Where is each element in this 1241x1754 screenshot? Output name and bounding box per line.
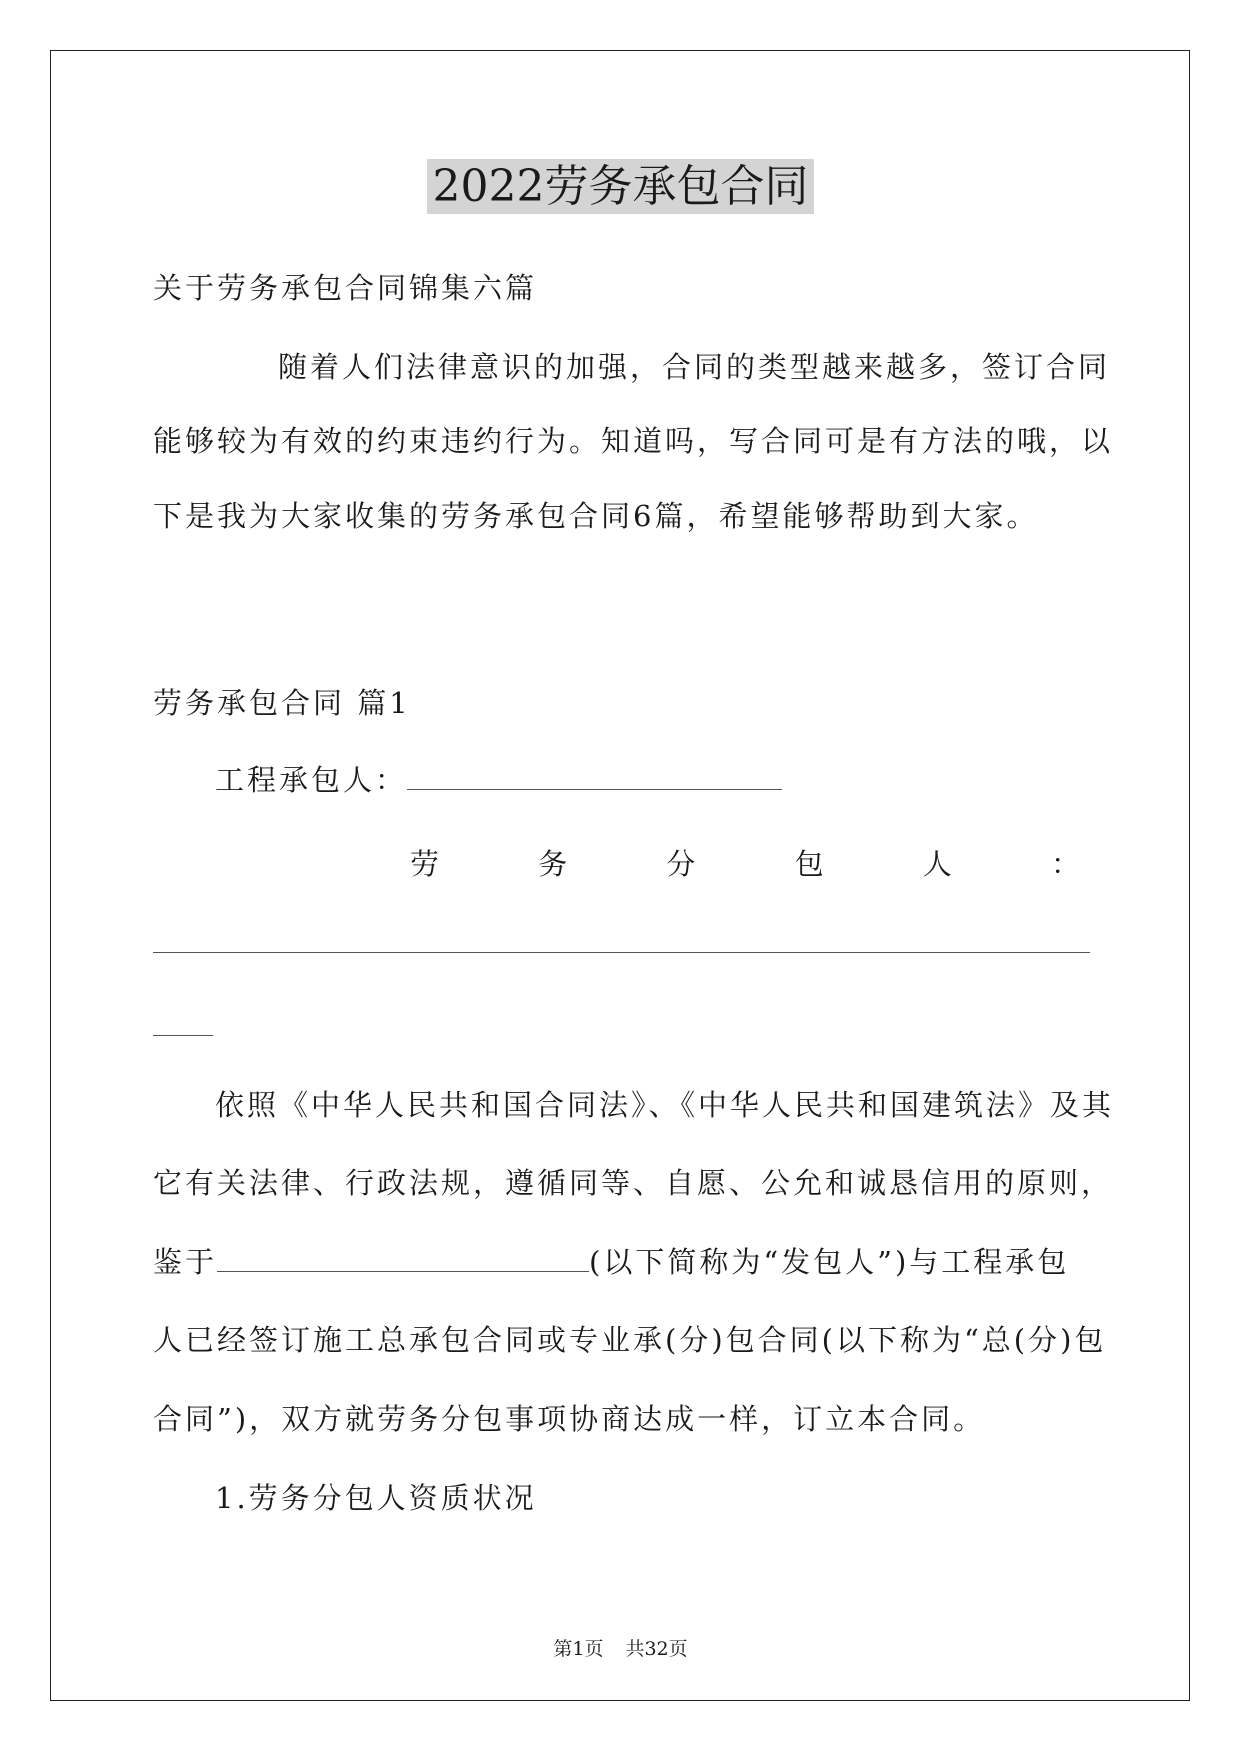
subcontractor-char: ：	[1050, 847, 1080, 881]
subcontractor-char: 包	[794, 847, 824, 881]
body-line-4: 人已经签订施工总承包合同或专业承(分)包合同(以下称为“总(分)包	[153, 1323, 1107, 1357]
intro-line-2: 能够较为有效的约束违约行为。知道吗，写合同可是有方法的哦，以	[153, 424, 1114, 458]
subcontractor-label	[410, 844, 1080, 884]
document-title	[0, 155, 1241, 219]
page-current: 第1页	[553, 1638, 604, 1660]
contractor-blank	[407, 763, 782, 790]
subcontractor-blank-line-end	[153, 1035, 213, 1036]
subcontractor-char: 劳	[410, 847, 440, 881]
body-line-1: 依照《中华人民共和国合同法》、《中华人民共和国建筑法》及其	[215, 1088, 1115, 1122]
body-line-3-prefix: 鉴于	[153, 1245, 218, 1279]
contractor-label: 工程承包人：	[215, 763, 408, 797]
body-line-3-suffix: (以下简称为“发包人”)与工程承包	[589, 1245, 1070, 1279]
intro-line-3: 下是我为大家收集的劳务承包合同6篇，希望能够帮助到大家。	[153, 499, 1039, 533]
employer-blank	[217, 1245, 589, 1272]
item-1-heading: 1.劳务分包人资质状况	[215, 1481, 537, 1515]
contractor-field	[215, 760, 1155, 800]
subcontractor-blank-line	[153, 952, 1090, 953]
subcontractor-char: 人	[922, 847, 952, 881]
document-subtitle: 关于劳务承包合同锦集六篇	[153, 271, 538, 305]
section-heading: 劳务承包合同 篇1	[153, 686, 411, 720]
body-line-2: 它有关法律、行政法规，遵循同等、自愿、公允和诚恳信用的原则，	[153, 1166, 1114, 1200]
page-total: 共32页	[625, 1638, 688, 1660]
intro-line-1: 随着人们法律意识的加强，合同的类型越来越多，签订合同	[278, 350, 1111, 384]
page-footer	[0, 1635, 1241, 1663]
subcontractor-char: 分	[666, 847, 696, 881]
body-line-5: 合同”)，双方就劳务分包事项协商达成一样，订立本合同。	[153, 1402, 986, 1436]
subcontractor-char: 务	[538, 847, 568, 881]
body-line-3	[153, 1242, 1093, 1282]
title-text: 2022劳务承包合同	[427, 159, 815, 214]
